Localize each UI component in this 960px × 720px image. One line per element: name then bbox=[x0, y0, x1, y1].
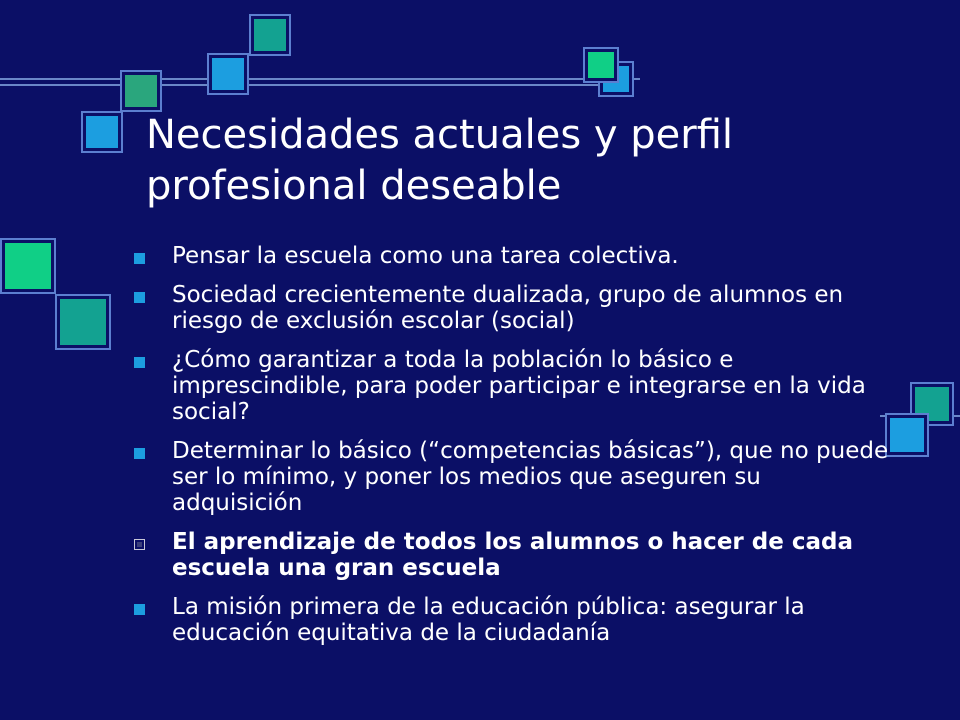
bullet-square-icon bbox=[134, 448, 145, 459]
bullet-item bbox=[134, 347, 894, 425]
bullet-item-highlighted bbox=[134, 529, 894, 581]
bullet-square-icon bbox=[134, 539, 145, 550]
bullet-square-icon bbox=[134, 292, 145, 303]
bullet-square-icon bbox=[134, 253, 145, 264]
bullet-list bbox=[134, 243, 894, 659]
bullet-item bbox=[134, 243, 894, 269]
decorative-square bbox=[122, 72, 160, 110]
title-line-1: Necesidades actuales y perfil bbox=[146, 112, 734, 158]
decorative-square bbox=[251, 16, 289, 54]
bullet-text: Pensar la escuela como una tarea colectiva. bbox=[172, 243, 679, 269]
bullet-square-icon bbox=[134, 604, 145, 615]
decorative-line-top bbox=[0, 78, 640, 80]
bullet-text: El aprendizaje de todos los alumnos o hacer de cada escuela una gran escuela bbox=[172, 529, 853, 581]
bullet-text: Sociedad crecientemente dualizada, grupo de alumnos en riesgo de exclusión escolar (social) bbox=[172, 282, 844, 334]
decorative-square bbox=[2, 240, 54, 292]
bullet-item bbox=[134, 594, 894, 646]
bullet-item bbox=[134, 438, 894, 516]
decorative-line-top-2 bbox=[0, 84, 610, 86]
bullet-text: ¿Cómo garantizar a toda la población lo básico e imprescindible, para poder participar e integrarse en la vida social? bbox=[172, 347, 866, 425]
title-line-2: profesional deseable bbox=[146, 163, 562, 209]
decorative-square bbox=[57, 296, 109, 348]
bullet-item bbox=[134, 282, 894, 334]
bullet-text: La misión primera de la educación pública: asegurar la educación equitativa de la ciudadanía bbox=[172, 594, 805, 646]
decorative-square bbox=[209, 55, 247, 93]
bullet-square-icon bbox=[134, 357, 145, 368]
slide-title bbox=[146, 110, 906, 212]
bullet-text: Determinar lo básico (“competencias básicas”), que no puede ser lo mínimo, y poner los medios que aseguren su adquisición bbox=[172, 438, 889, 516]
decorative-square bbox=[585, 49, 617, 81]
decorative-square bbox=[83, 113, 121, 151]
